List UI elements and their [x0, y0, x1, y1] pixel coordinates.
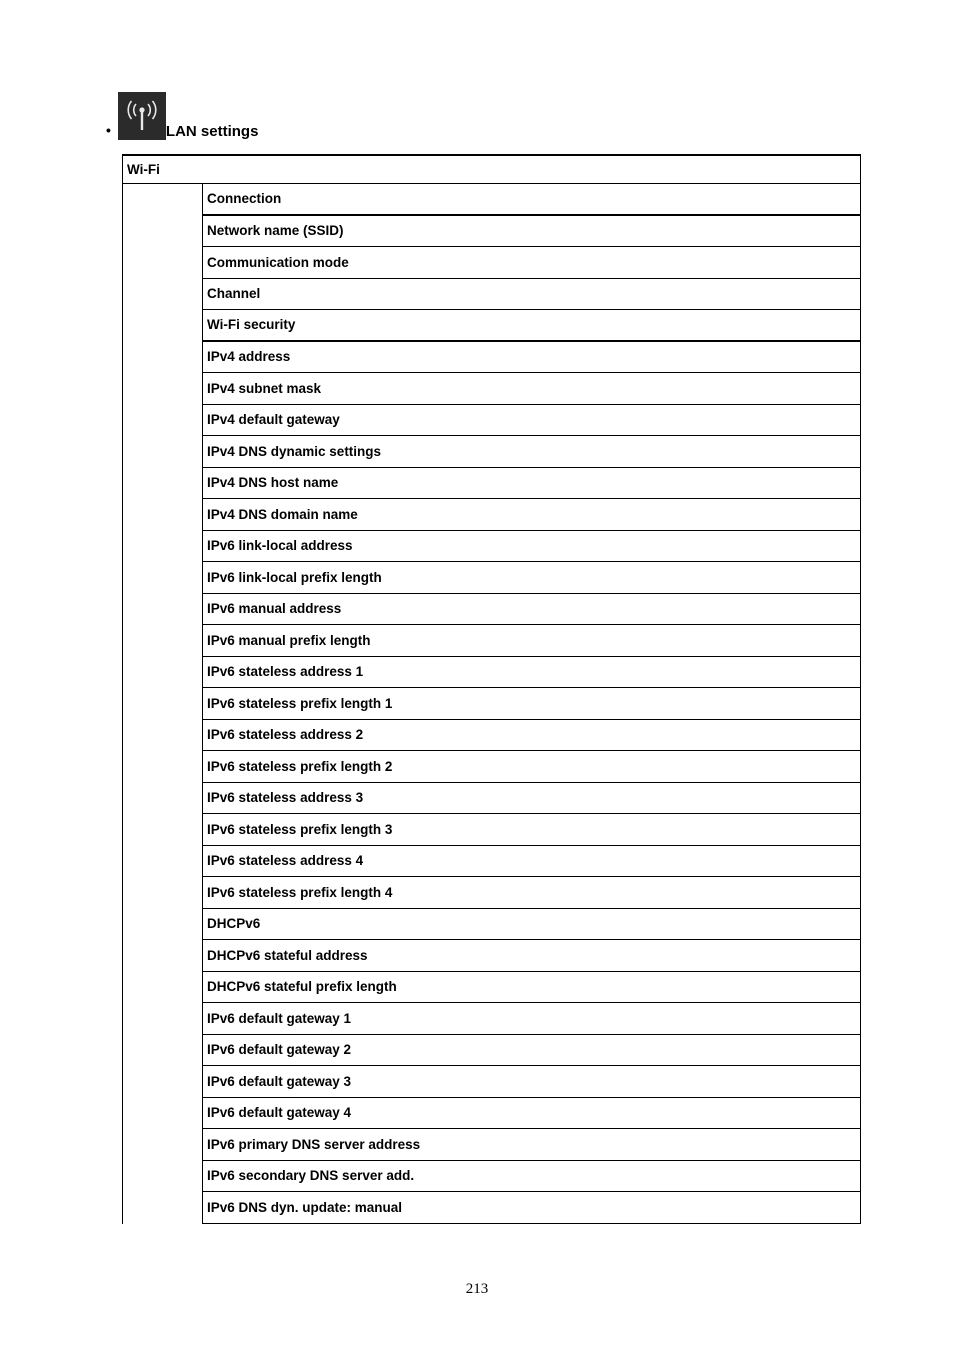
- page-number: 213: [465, 1281, 489, 1297]
- group-header-wifi: Wi-Fi: [122, 154, 861, 184]
- list-item: IPv6 secondary DNS server add.: [202, 1161, 861, 1193]
- list-item: IPv4 address: [202, 342, 861, 374]
- list-item: IPv4 DNS domain name: [202, 499, 861, 531]
- list-item: Wi-Fi security: [202, 310, 861, 342]
- list-item: IPv6 stateless prefix length 3: [202, 814, 861, 846]
- list-item: IPv4 subnet mask: [202, 373, 861, 405]
- list-item: IPv6 stateless prefix length 2: [202, 751, 861, 783]
- list-item: Network name (SSID): [202, 216, 861, 248]
- list-item: IPv6 primary DNS server address: [202, 1129, 861, 1161]
- list-item: IPv6 stateless address 2: [202, 720, 861, 752]
- list-item: Connection: [202, 184, 861, 216]
- list-item: IPv6 DNS dyn. update: manual: [202, 1192, 861, 1224]
- list-item: DHCPv6 stateful address: [202, 940, 861, 972]
- list-item: IPv6 manual address: [202, 594, 861, 626]
- list-item: DHCPv6 stateful prefix length: [202, 972, 861, 1004]
- list-item: IPv6 stateless address 4: [202, 846, 861, 878]
- section-title: LAN settings: [165, 123, 259, 140]
- list-item: IPv6 link-local address: [202, 531, 861, 563]
- list-item: IPv4 DNS host name: [202, 468, 861, 500]
- list-item: IPv6 stateless address 1: [202, 657, 861, 689]
- list-item: IPv6 stateless address 3: [202, 783, 861, 815]
- wireless-antenna-icon: [118, 92, 166, 140]
- list-item: IPv4 default gateway: [202, 405, 861, 437]
- list-item: IPv6 stateless prefix length 4: [202, 877, 861, 909]
- section-heading: [106, 90, 258, 140]
- list-item: DHCPv6: [202, 909, 861, 941]
- group-indent-rule: [122, 184, 123, 1224]
- bullet: •: [106, 122, 111, 138]
- list-item: IPv6 default gateway 1: [202, 1003, 861, 1035]
- list-item: IPv6 manual prefix length: [202, 625, 861, 657]
- list-item: IPv6 default gateway 2: [202, 1035, 861, 1067]
- settings-list: [202, 184, 861, 1224]
- list-item: IPv4 DNS dynamic settings: [202, 436, 861, 468]
- list-item: IPv6 default gateway 3: [202, 1066, 861, 1098]
- list-item: Communication mode: [202, 247, 861, 279]
- settings-table: [122, 154, 861, 1224]
- list-item: Channel: [202, 279, 861, 311]
- list-item: IPv6 link-local prefix length: [202, 562, 861, 594]
- list-item: IPv6 default gateway 4: [202, 1098, 861, 1130]
- table-body: [122, 184, 861, 1224]
- list-item: IPv6 stateless prefix length 1: [202, 688, 861, 720]
